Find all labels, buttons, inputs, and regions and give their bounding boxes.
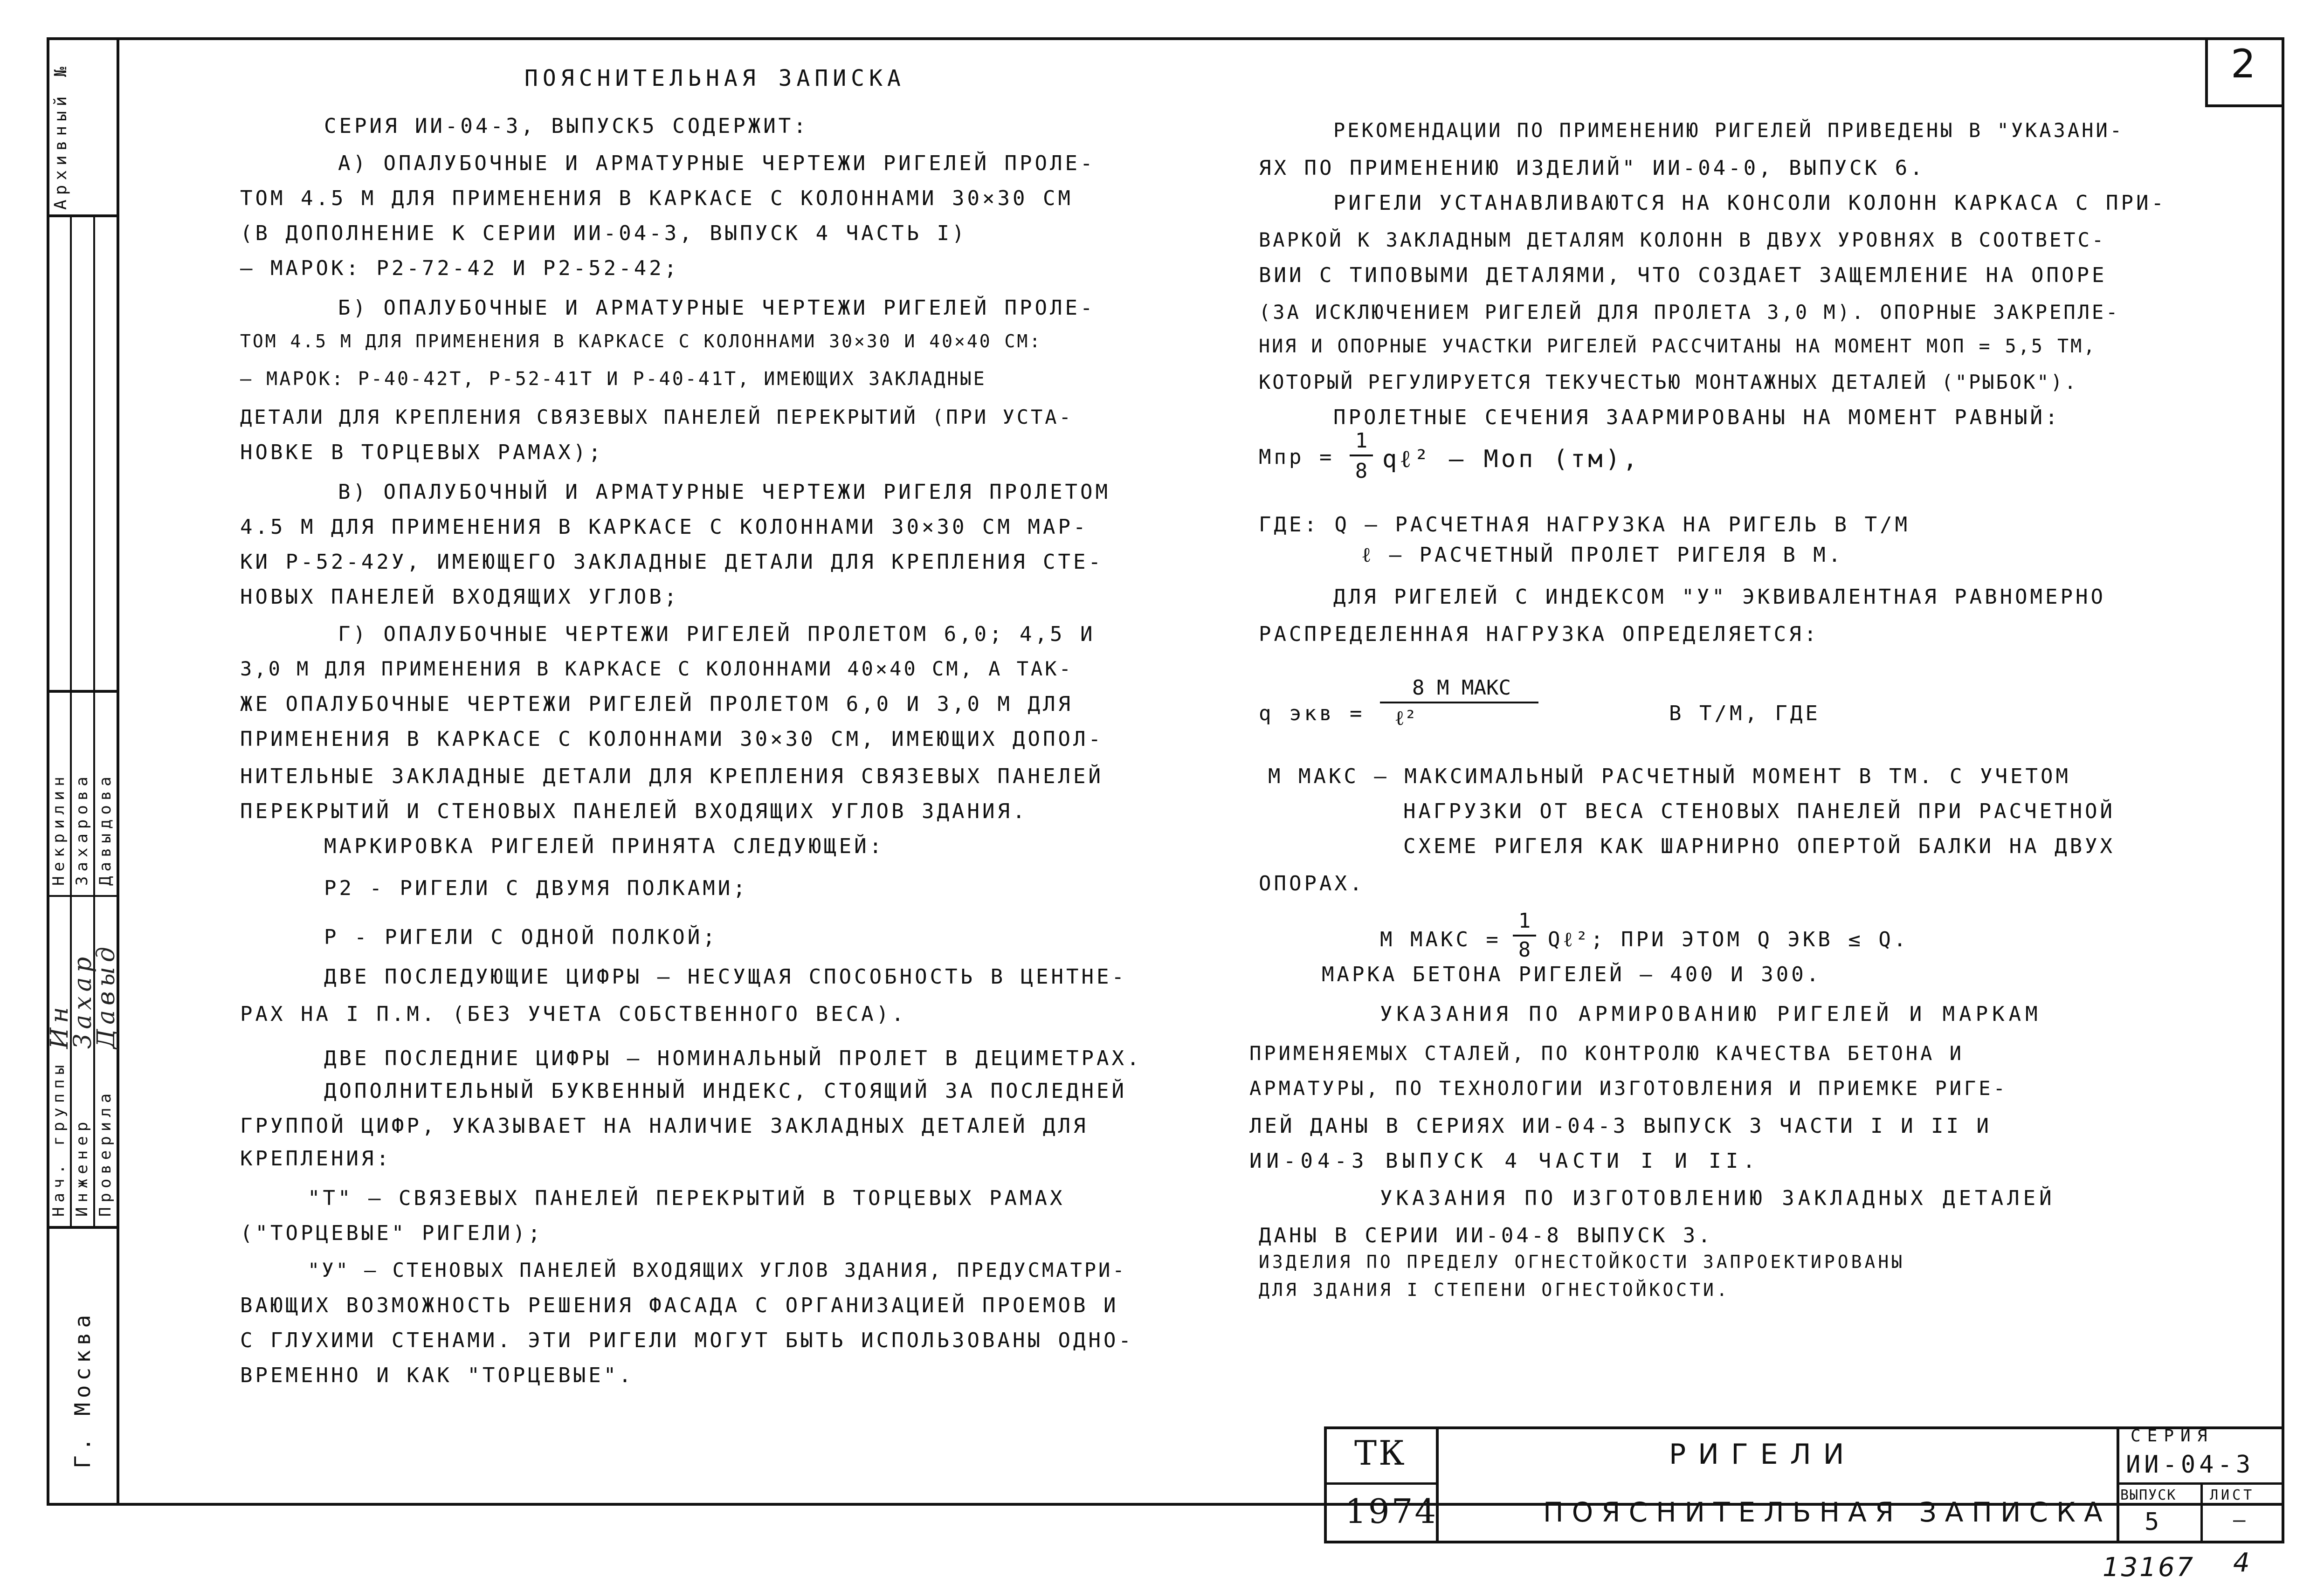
text-line: УКАЗАНИЯ ПО ИЗГОТОВЛЕНИЮ ЗАКЛАДНЫХ ДЕТАЛЕЙ [1380, 1186, 2055, 1210]
fraction-denominator: 8 [1518, 938, 1531, 962]
text-line: НИТЕЛЬНЫЕ ЗАКЛАДНЫЕ ДЕТАЛИ ДЛЯ КРЕПЛЕНИЯ СВЯЗЕВЫХ ПАНЕЛЕЙ [240, 765, 1103, 788]
signature-1: Ин [46, 1002, 74, 1049]
text-line: РИГЕЛИ УСТАНАВЛИВАЮТСЯ НА КОНСОЛИ КОЛОНН КАРКАСА С ПРИ- [1333, 191, 2166, 215]
text-line: ГДЕ: Q – РАСЧЕТНАЯ НАГРУЗКА НА РИГЕЛЬ В Т/М [1259, 513, 1910, 537]
text-line: НИЯ И ОПОРНЫЕ УЧАСТКИ РИГЕЛЕЙ РАССЧИТАНЫ НА МОМЕНТ МОП = 5,5 ТМ, [1259, 336, 2097, 357]
formula-rest: qℓ² – Моп (тм), [1382, 445, 1641, 473]
sheet-value: — [2233, 1508, 2248, 1532]
fraction-denominator: 8 [1355, 459, 1368, 483]
text-line: СЕРИЯ ИИ-04-3, ВЫПУСК5 СОДЕРЖИТ: [324, 114, 809, 138]
text-line: ДЛЯ РИГЕЛЕЙ С ИНДЕКСОМ "У" ЭКВИВАЛЕНТНАЯ РАВНОМЕРНО [1333, 585, 2106, 609]
fraction-bar [1513, 935, 1536, 937]
text-line: ТОМ 4.5 М ДЛЯ ПРИМЕНЕНИЯ В КАРКАСЕ С КОЛОННАМИ 30×30 СМ [240, 186, 1073, 210]
city-label: Г. Москва [70, 1310, 95, 1468]
text-line: ДЕТАЛИ ДЛЯ КРЕПЛЕНИЯ СВЯЗЕВЫХ ПАНЕЛЕЙ ПЕРЕКРЫТИЙ (ПРИ УСТА- [240, 406, 1073, 428]
text-line: Р - РИГЕЛИ С ОДНОЙ ПОЛКОЙ; [324, 925, 718, 949]
stamp-name: Давыдова [96, 772, 115, 886]
text-line: НОВКЕ В ТОРЦЕВЫХ РАМАХ); [240, 441, 604, 464]
text-line: – МАРОК: Р-40-42Т, Р-52-41Т И Р-40-41Т, ИМЕЮЩИХ ЗАКЛАДНЫЕ [240, 368, 986, 390]
formula-rest: Qℓ²; ПРИ ЭТОМ Q ЭКВ ≤ Q. [1548, 928, 1909, 951]
text-line: НОВЫХ ПАНЕЛЕЙ ВХОДЯЩИХ УГЛОВ; [240, 585, 680, 609]
archive-number-label: Архивный № [51, 62, 70, 210]
text-line: "Т" – СВЯЗЕВЫХ ПАНЕЛЕЙ ПЕРЕКРЫТИЙ В ТОРЦЕВЫХ РАМАХ [308, 1186, 1065, 1210]
text-line: МАРКА БЕТОНА РИГЕЛЕЙ – 400 И 300. [1322, 963, 1822, 986]
stamp-role: Нач. группы [49, 1060, 68, 1217]
stamp-name: Некрилин [49, 772, 68, 886]
page-title: ПОЯСНИТЕЛЬНАЯ ЗАПИСКА [524, 65, 905, 91]
text-line: УКАЗАНИЯ ПО АРМИРОВАНИЮ РИГЕЛЕЙ И МАРКАМ [1380, 1002, 2042, 1026]
fraction-numerator: 1 [1355, 429, 1368, 453]
formula-lhs: М МАКС = [1380, 928, 1501, 951]
text-line: АРМАТУРЫ, ПО ТЕХНОЛОГИИ ИЗГОТОВЛЕНИЯ И ПРИЕМКЕ РИГЕ- [1249, 1077, 2008, 1100]
issue-value: 5 [2145, 1508, 2162, 1536]
org-code: ТК [1354, 1433, 1407, 1473]
sheet-number: 2 [2231, 41, 2256, 87]
text-line: – МАРОК: Р2-72-42 И Р2-52-42; [240, 256, 680, 280]
text-line: ДВЕ ПОСЛЕДНИЕ ЦИФРЫ – НОМИНАЛЬНЫЙ ПРОЛЕТ В ДЕЦИМЕТРАХ. [324, 1047, 1142, 1070]
text-line: В) ОПАЛУБОЧНЫЙ И АРМАТУРНЫЕ ЧЕРТЕЖИ РИГЕЛЯ ПРОЛЕТОМ [338, 480, 1111, 504]
text-line: 3,0 М ДЛЯ ПРИМЕНЕНИЯ В КАРКАСЕ С КОЛОННАМИ 40×40 СМ, А ТАК- [240, 657, 1073, 680]
inventory-number: 13167 [2103, 1552, 2195, 1583]
text-line: М МАКС – МАКСИМАЛЬНЫЙ РАСЧЕТНЫЙ МОМЕНТ В ТМ. С УЧЕТОМ [1268, 765, 2071, 788]
text-line: РЕКОМЕНДАЦИИ ПО ПРИМЕНЕНИЮ РИГЕЛЕЙ ПРИВЕДЕНЫ В "УКАЗАНИ- [1333, 119, 2124, 142]
text-line: "У" – СТЕНОВЫХ ПАНЕЛЕЙ ВХОДЯЩИХ УГЛОВ ЗДАНИЯ, ПРЕДУСМАТРИ- [308, 1259, 1127, 1281]
text-line: ВАЮЩИХ ВОЗМОЖНОСТЬ РЕШЕНИЯ ФАСАДА С ОРГАНИЗАЦИЕЙ ПРОЕМОВ И [240, 1294, 1119, 1317]
text-line: Б) ОПАЛУБОЧНЫЕ И АРМАТУРНЫЕ ЧЕРТЕЖИ РИГЕЛЕЙ ПРОЛЕ- [338, 296, 1096, 320]
fraction-denominator: ℓ² [1394, 706, 1417, 730]
text-line: Р2 - РИГЕЛИ С ДВУМЯ ПОЛКАМИ; [324, 876, 748, 900]
fraction-bar [1350, 455, 1373, 456]
stamp-name: Захарова [73, 772, 91, 886]
text-line: ДЛЯ ЗДАНИЯ I СТЕПЕНИ ОГНЕСТОЙКОСТИ. [1259, 1280, 1730, 1300]
text-line: МАРКИРОВКА РИГЕЛЕЙ ПРИНЯТА СЛЕДУЮЩЕЙ: [324, 834, 885, 858]
text-line: ИИ-04-3 ВЫПУСК 4 ЧАСТИ I И II. [1249, 1149, 1760, 1173]
text-line: СХЕМЕ РИГЕЛЯ КАК ШАРНИРНО ОПЕРТОЙ БАЛКИ НА ДВУХ [1403, 834, 2116, 858]
text-line: С ГЛУХИМИ СТЕНАМИ. ЭТИ РИГЕЛИ МОГУТ БЫТЬ ИСПОЛЬЗОВАНЫ ОДНО- [240, 1329, 1134, 1352]
text-line: РАСПРЕДЕЛЕННАЯ НАГРУЗКА ОПРЕДЕЛЯЕТСЯ: [1259, 622, 1820, 646]
text-line: (ЗА ИСКЛЮЧЕНИЕМ РИГЕЛЕЙ ДЛЯ ПРОЛЕТА 3,0 М). ОПОРНЫЕ ЗАКРЕПЛЕ- [1259, 301, 2120, 324]
text-line: ГРУППОЙ ЦИФР, УКАЗЫВАЕТ НА НАЛИЧИЕ ЗАКЛАДНЫХ ДЕТАЛЕЙ ДЛЯ [240, 1114, 1089, 1138]
text-line: КИ Р-52-42У, ИМЕЮЩЕГО ЗАКЛАДНЫЕ ДЕТАЛИ ДЛЯ КРЕПЛЕНИЯ СТЕ- [240, 550, 1103, 574]
formula-rest: В Т/М, ГДЕ [1669, 702, 1821, 725]
formula-lhs: Мпр = [1259, 445, 1335, 469]
stamp-role: Инженер [73, 1117, 91, 1217]
text-line: ℓ – РАСЧЕТНЫЙ ПРОЛЕТ РИГЕЛЯ В М. [1361, 543, 1844, 567]
text-line: Г) ОПАЛУБОЧНЫЕ ЧЕРТЕЖИ РИГЕЛЕЙ ПРОЛЕТОМ 6,0; 4,5 И [338, 622, 1096, 646]
text-line: ПРИМЕНЕНИЯ В КАРКАСЕ С КОЛОННАМИ 30×30 СМ, ИМЕЮЩИХ ДОПОЛ- [240, 727, 1103, 751]
text-line: ПЕРЕКРЫТИЙ И СТЕНОВЫХ ПАНЕЛЕЙ ВХОДЯЩИХ УГЛОВ ЗДАНИЯ. [240, 799, 1028, 823]
stamp-role: Проверила [96, 1088, 115, 1217]
issue-label: ВЫПУСК [2120, 1487, 2177, 1503]
sheet-label: ЛИСТ [2210, 1487, 2255, 1503]
drawing-title: РИГЕЛИ [1669, 1438, 1856, 1471]
text-line: ПРОЛЕТНЫЕ СЕЧЕНИЯ ЗААРМИРОВАНЫ НА МОМЕНТ РАВНЫЙ: [1333, 406, 2061, 429]
text-line: ЖЕ ОПАЛУБОЧНЫЕ ЧЕРТЕЖИ РИГЕЛЕЙ ПРОЛЕТОМ 6,0 И 3,0 М ДЛЯ [240, 692, 1073, 716]
text-line: ЛЕЙ ДАНЫ В СЕРИЯХ ИИ-04-3 ВЫПУСК 3 ЧАСТИ I И II И [1249, 1114, 1992, 1138]
text-line: ВАРКОЙ К ЗАКЛАДНЫМ ДЕТАЛЯМ КОЛОНН В ДВУХ УРОВНЯХ В СООТВЕТС- [1259, 228, 2106, 251]
text-line: 4.5 М ДЛЯ ПРИМЕНЕНИЯ В КАРКАСЕ С КОЛОННАМИ 30×30 СМ МАР- [240, 515, 1089, 539]
fraction-numerator: 8 М МАКС [1412, 676, 1511, 700]
text-line: КРЕПЛЕНИЯ: [240, 1147, 392, 1171]
year: 1974 [1345, 1492, 1438, 1531]
text-line: ("ТОРЦЕВЫЕ" РИГЕЛИ); [240, 1221, 543, 1245]
text-line: ТОМ 4.5 М ДЛЯ ПРИМЕНЕНИЯ В КАРКАСЕ С КОЛОННАМИ 30×30 И 40×40 СМ: [240, 331, 1042, 351]
text-line: (В ДОПОЛНЕНИЕ К СЕРИИ ИИ-04-3, ВЫПУСК 4 ЧАСТЬ I) [240, 221, 967, 245]
text-line: ВРЕМЕННО И КАК "ТОРЦЕВЫЕ". [240, 1364, 634, 1387]
text-line: ПРИМЕНЯЕМЫХ СТАЛЕЙ, ПО КОНТРОЛЮ КАЧЕСТВА БЕТОНА И [1249, 1042, 1965, 1065]
signature-2: Захар [69, 952, 97, 1049]
text-line: ДАНЫ В СЕРИИ ИИ-04-8 ВЫПУСК 3. [1259, 1224, 1713, 1247]
text-line: А) ОПАЛУБОЧНЫЕ И АРМАТУРНЫЕ ЧЕРТЕЖИ РИГЕЛЕЙ ПРОЛЕ- [338, 152, 1096, 175]
text-line: РАХ НА I П.М. (БЕЗ УЧЕТА СОБСТВЕННОГО ВЕСА). [240, 1002, 907, 1026]
text-line: ЯХ ПО ПРИМЕНЕНИЮ ИЗДЕЛИЙ" ИИ-04-0, ВЫПУСК 6. [1259, 156, 1925, 180]
text-line: ДВЕ ПОСЛЕДУЮЩИЕ ЦИФРЫ – НЕСУЩАЯ СПОСОБНОСТЬ В ЦЕНТНЕ- [324, 965, 1127, 989]
signature-3: Давыд [92, 942, 120, 1049]
series-label: СЕРИЯ [2131, 1426, 2214, 1446]
fraction-numerator: 1 [1518, 909, 1531, 933]
formula-lhs: q экв = [1259, 702, 1365, 725]
text-line: КОТОРЫЙ РЕГУЛИРУЕТСЯ ТЕКУЧЕСТЬЮ МОНТАЖНЫХ ДЕТАЛЕЙ ("РЫБОК"). [1259, 371, 2078, 393]
footer-mark: 4 [2233, 1548, 2253, 1578]
text-line: ИЗДЕЛИЯ ПО ПРЕДЕЛУ ОГНЕСТОЙКОСТИ ЗАПРОЕКТИРОВАНЫ [1259, 1252, 1905, 1272]
fraction-bar [1380, 702, 1538, 703]
series-value: ИИ-04-3 [2126, 1451, 2255, 1479]
text-line: НАГРУЗКИ ОТ ВЕСА СТЕНОВЫХ ПАНЕЛЕЙ ПРИ РАСЧЕТНОЙ [1403, 799, 2116, 823]
text-line: ДОПОЛНИТЕЛЬНЫЙ БУКВЕННЫЙ ИНДЕКС, СТОЯЩИЙ ЗА ПОСЛЕДНЕЙ [324, 1079, 1127, 1103]
text-line: ОПОРАХ. [1259, 872, 1365, 895]
text-line: ВИИ С ТИПОВЫМИ ДЕТАЛЯМИ, ЧТО СОЗДАЕТ ЗАЩЕМЛЕНИЕ НА ОПОРЕ [1259, 263, 2107, 287]
drawing-subtitle: ПОЯСНИТЕЛЬНАЯ ЗАПИСКА [1543, 1496, 2111, 1528]
